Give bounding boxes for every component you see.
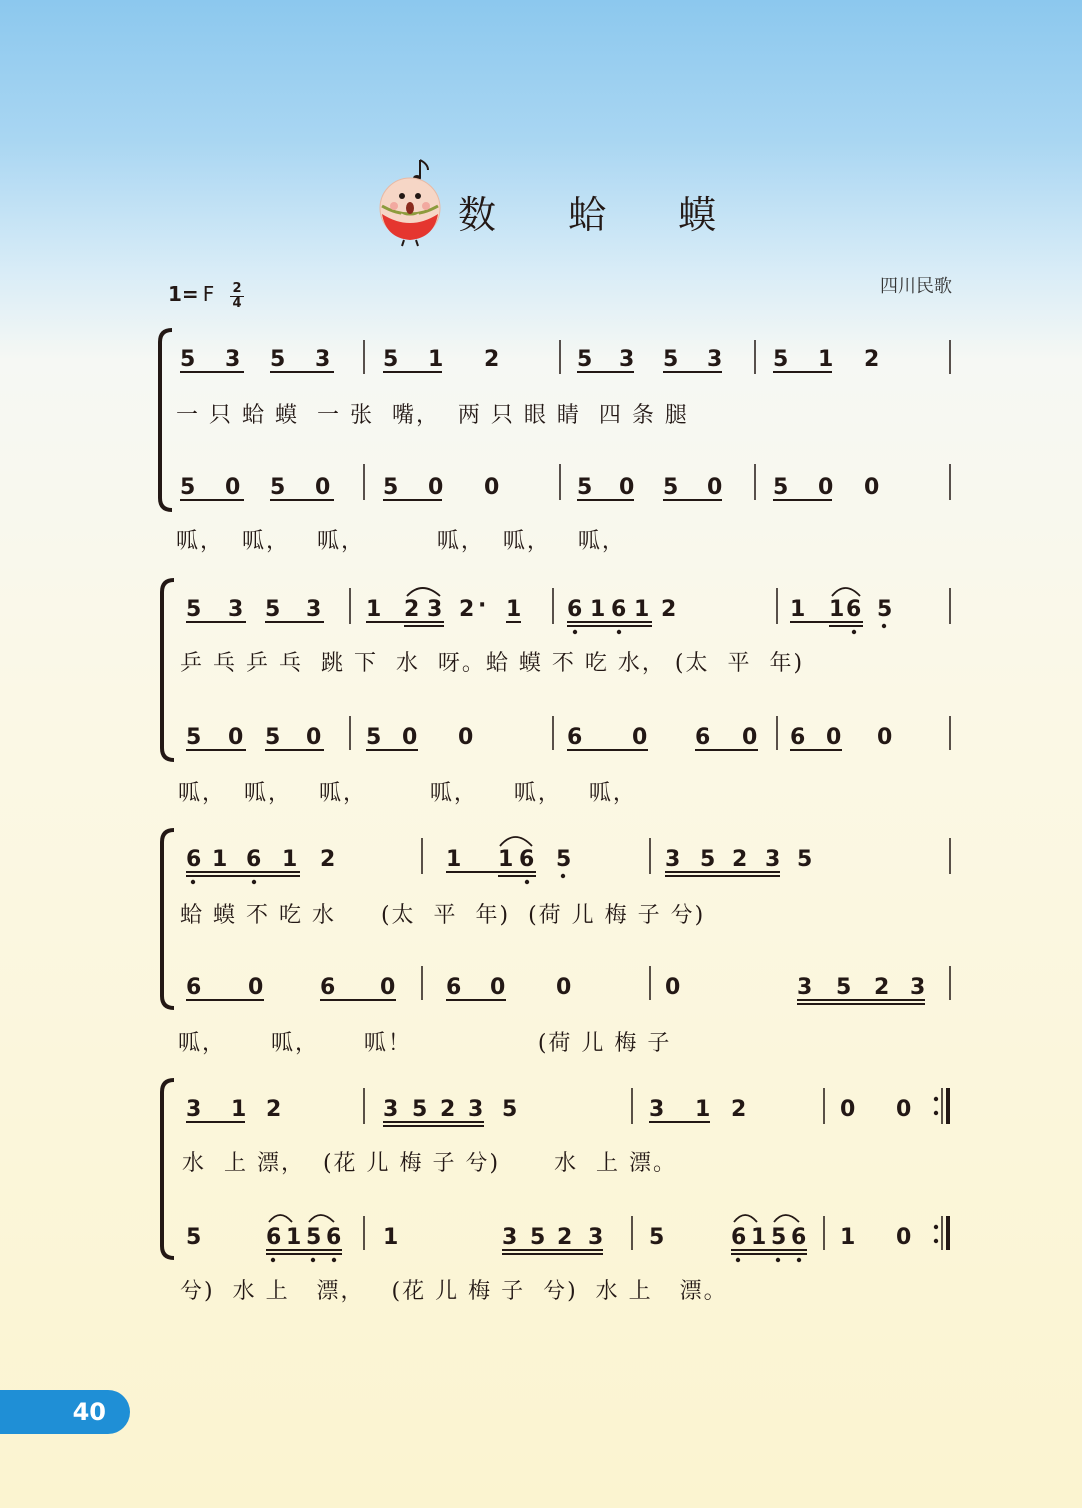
svg-text:2: 2 [440,1097,456,1122]
svg-text:0: 0 [632,725,648,750]
svg-text:5: 5 [366,725,382,750]
svg-text:0: 0 [742,725,758,750]
svg-text:0: 0 [840,1097,856,1122]
svg-text:1: 1 [634,597,650,622]
svg-text:2: 2 [404,597,420,622]
svg-text:6: 6 [186,975,202,1000]
svg-text:5: 5 [663,347,679,372]
svg-text:3: 3 [649,1097,665,1122]
svg-text:2: 2 [484,347,500,372]
svg-text:5: 5 [265,597,281,622]
svg-text:6: 6 [186,847,202,872]
svg-text:2: 2 [864,347,880,372]
svg-text:6: 6 [846,597,862,622]
lyrics-row-3: 蛤 蟆 不 吃 水 (太 平 年) (荷 儿 梅 子 兮) [180,903,706,928]
svg-text:5: 5 [306,1225,322,1250]
svg-text:5: 5 [412,1097,428,1122]
svg-text:6: 6 [567,597,583,622]
svg-text:3: 3 [665,847,681,872]
svg-text:0: 0 [864,475,880,500]
svg-text:0: 0 [896,1225,912,1250]
svg-text:3: 3 [797,975,813,1000]
svg-text:5: 5 [771,1225,787,1250]
svg-text:3: 3 [765,847,781,872]
svg-text:5: 5 [186,1225,202,1250]
svg-text:5: 5 [270,475,286,500]
svg-text:5: 5 [797,847,813,872]
svg-text:0: 0 [818,475,834,500]
svg-text:5: 5 [383,347,399,372]
svg-text:1: 1 [446,847,462,872]
svg-text:3: 3 [225,347,241,372]
svg-text:1: 1 [212,847,228,872]
svg-text:6: 6 [790,725,806,750]
lyrics-row-4: 水 上 漂， (花 儿 梅 子 兮) 水 上 漂。 [182,1151,678,1176]
svg-text:·: · [478,593,487,618]
svg-text:6: 6 [246,847,262,872]
bass-lyrics-row-4: 兮) 水 上 漂， (花 儿 梅 子 兮) 水 上 漂。 [180,1279,728,1304]
svg-text:2: 2 [557,1225,573,1250]
svg-text:3: 3 [306,597,322,622]
svg-text:1: 1 [829,597,845,622]
song-origin: 四川民歌 [880,276,952,297]
svg-text:6: 6 [695,725,711,750]
svg-text:5: 5 [502,1097,518,1122]
svg-text:5: 5 [649,1225,665,1250]
svg-text:0: 0 [428,475,444,500]
svg-text:1: 1 [840,1225,856,1250]
svg-text:5: 5 [577,347,593,372]
svg-text:2: 2 [266,1097,282,1122]
svg-text:0: 0 [896,1097,912,1122]
time-signature-top: 2 [232,281,242,296]
svg-text:5: 5 [700,847,716,872]
svg-text:2: 2 [320,847,336,872]
svg-text:5: 5 [663,475,679,500]
bass-lyrics-row-2: 呱， 呱， 呱， 呱， 呱， 呱， [178,781,637,806]
svg-text:0: 0 [402,725,418,750]
svg-text:0: 0 [877,725,893,750]
svg-text:3: 3 [427,597,443,622]
svg-text:5: 5 [877,597,893,622]
svg-text:0: 0 [556,975,572,1000]
svg-text:0: 0 [315,475,331,500]
svg-text:5: 5 [773,475,789,500]
svg-text:6: 6 [320,975,336,1000]
page-number: 40 [0,1390,130,1434]
svg-text:0: 0 [248,975,264,1000]
svg-text:6: 6 [611,597,627,622]
svg-text:0: 0 [225,475,241,500]
lyrics-row-1: 一 只 蛤 蟆 一 张 嘴， 两 只 眼 睛 四 条 腿 [176,403,689,428]
svg-text:5: 5 [186,725,202,750]
svg-text:1: 1 [590,597,606,622]
svg-text:5: 5 [180,475,196,500]
svg-text:3: 3 [707,347,723,372]
svg-text:3: 3 [186,1097,202,1122]
svg-text:5: 5 [530,1225,546,1250]
svg-text:3: 3 [502,1225,518,1250]
svg-text:5: 5 [836,975,852,1000]
lyrics-row-2: 乒 乓 乒 乓 跳 下 水 呀。蛤 蟆 不 吃 水， (太 平 年) [180,651,805,676]
svg-text:0: 0 [490,975,506,1000]
svg-text:6: 6 [519,847,535,872]
svg-text:3: 3 [588,1225,604,1250]
svg-text:6: 6 [791,1225,807,1250]
svg-text:6: 6 [326,1225,342,1250]
svg-text:1: 1 [818,347,834,372]
key-prefix: 1= [168,282,199,306]
svg-text:6: 6 [731,1225,747,1250]
svg-text:3: 3 [468,1097,484,1122]
svg-text:1: 1 [751,1225,767,1250]
bass-lyrics-row-3: 呱， 呱， 呱！ (荷 儿 梅 子 [178,1031,672,1056]
svg-text:5: 5 [186,597,202,622]
svg-text:6: 6 [266,1225,282,1250]
svg-text:6: 6 [446,975,462,1000]
svg-text:2: 2 [661,597,677,622]
svg-text:5: 5 [773,347,789,372]
svg-text:1: 1 [383,1225,399,1250]
svg-text:5: 5 [577,475,593,500]
time-signature-bottom: 4 [232,296,242,311]
svg-text:3: 3 [619,347,635,372]
key-note: F [202,282,215,306]
svg-text:5: 5 [383,475,399,500]
svg-text:2: 2 [874,975,890,1000]
svg-text:5: 5 [180,347,196,372]
svg-text:0: 0 [484,475,500,500]
svg-text:1: 1 [506,597,522,622]
svg-text:2: 2 [459,597,475,622]
svg-text:6: 6 [567,725,583,750]
svg-text:3: 3 [315,347,331,372]
svg-text:1: 1 [498,847,514,872]
page-title: 数 蛤 蟆 [458,193,747,237]
svg-text:0: 0 [665,975,681,1000]
svg-text:0: 0 [228,725,244,750]
svg-text:2: 2 [731,1097,747,1122]
svg-text:5: 5 [556,847,572,872]
svg-text:1: 1 [231,1097,247,1122]
svg-text:1: 1 [282,847,298,872]
svg-text:1: 1 [790,597,806,622]
svg-text:3: 3 [228,597,244,622]
svg-text:5: 5 [265,725,281,750]
svg-text:0: 0 [619,475,635,500]
svg-text:3: 3 [383,1097,399,1122]
svg-text:1: 1 [366,597,382,622]
svg-text:1: 1 [428,347,444,372]
svg-text:1: 1 [286,1225,302,1250]
svg-text:0: 0 [380,975,396,1000]
bass-lyrics-row-1: 呱， 呱， 呱， 呱， 呱， 呱， [176,529,626,554]
svg-text:0: 0 [458,725,474,750]
svg-text:1: 1 [695,1097,711,1122]
svg-text:0: 0 [707,475,723,500]
svg-text:2: 2 [732,847,748,872]
svg-text:3: 3 [910,975,926,1000]
svg-text:0: 0 [826,725,842,750]
svg-text:0: 0 [306,725,322,750]
svg-text:5: 5 [270,347,286,372]
